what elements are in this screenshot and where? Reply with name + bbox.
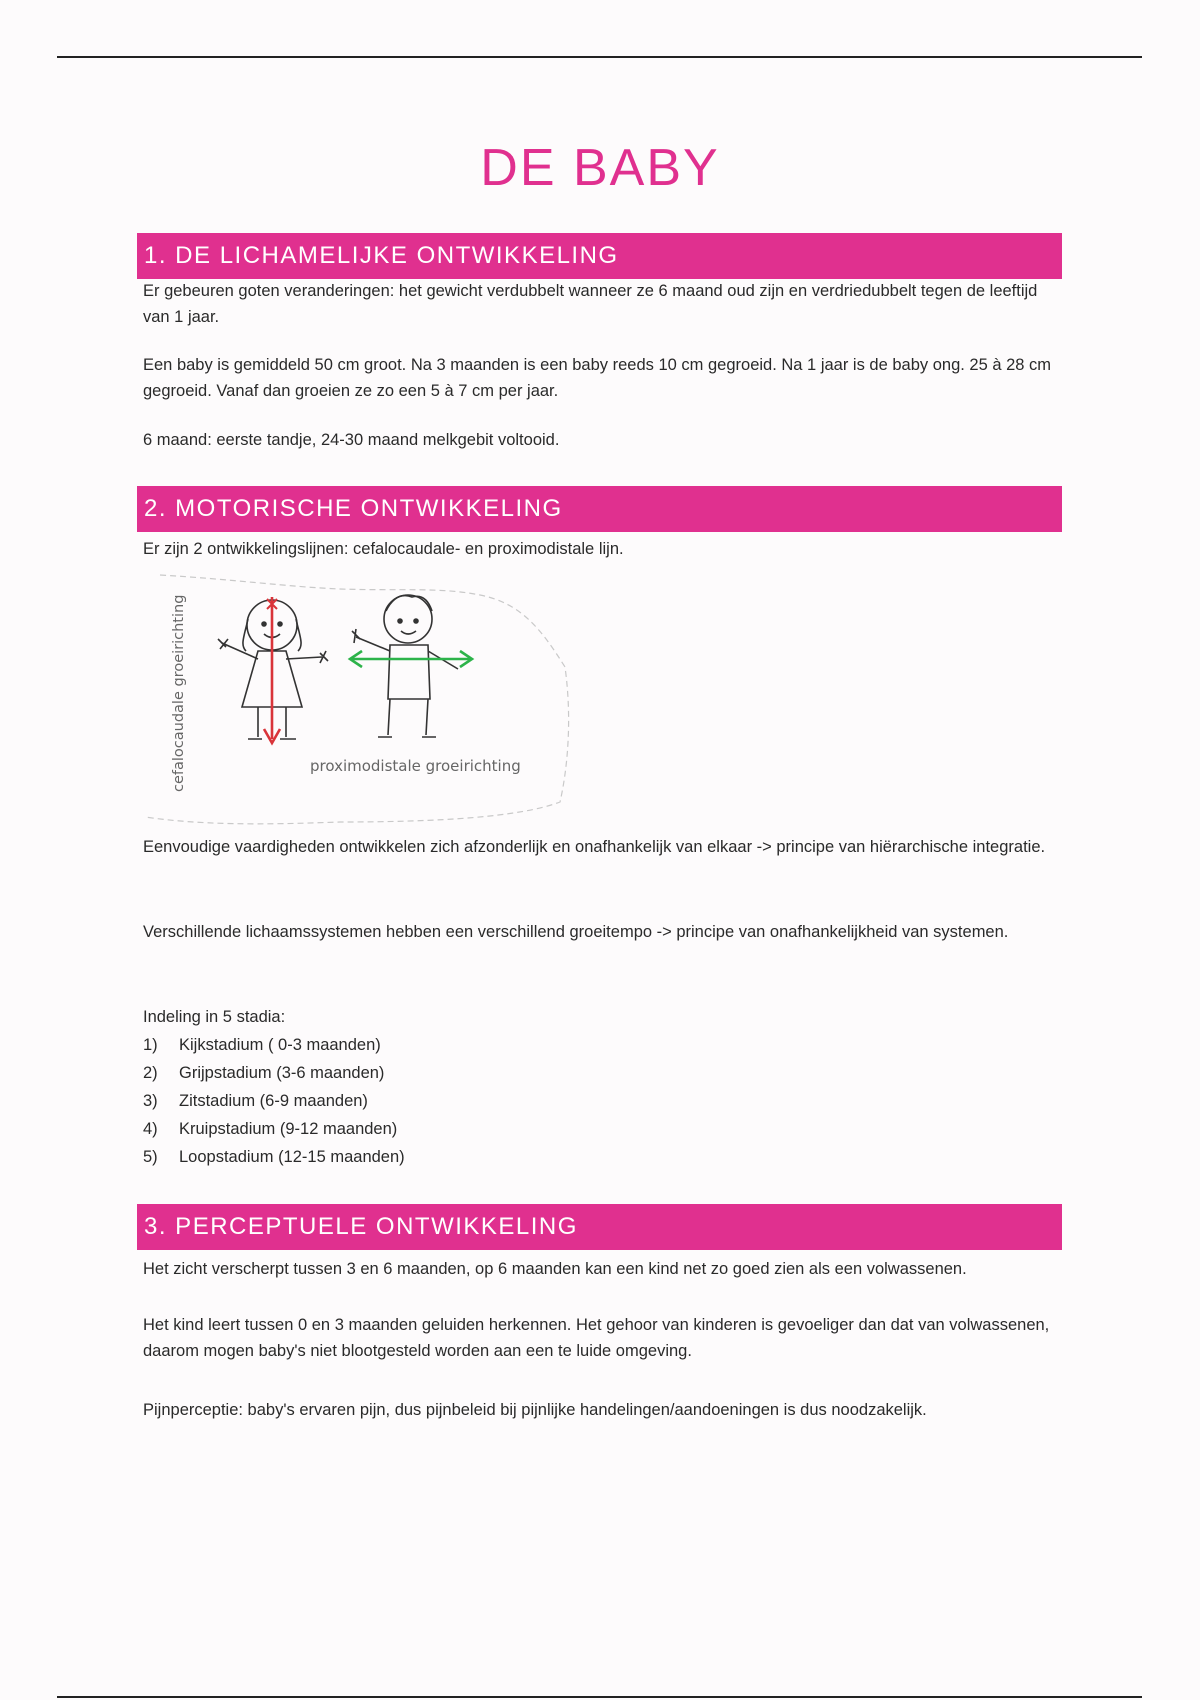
vertical-axis-label: cefalocaudale groeirichting: [171, 594, 187, 792]
paragraph: Pijnperceptie: baby's ervaren pijn, dus pijnbeleid bij pijnlijke handelingen/aandoeningen is dus noodzakelijk.: [143, 1401, 927, 1419]
list-item: [143, 1059, 743, 1087]
paragraph: Het kind leert tussen 0 en 3 maanden geluiden herkennen. Het gehoor van kinderen is gevoeliger dan dat van volwassenen, daarom mogen baby's niet blootgesteld worden aan een te luide omgeving.: [143, 1316, 1050, 1360]
list-label: Kijkstadium ( 0-3 maanden): [179, 1036, 381, 1054]
list-item: [143, 1115, 743, 1143]
stages-list: [143, 1031, 743, 1171]
paragraph: Verschillende lichaamssystemen hebben een verschillend groeitempo -> principe van onafhankelijkheid van systemen.: [143, 923, 1009, 941]
horizontal-axis-label: proximodistale groeirichting: [310, 757, 521, 775]
list-item: [143, 1031, 743, 1059]
list-label: Loopstadium (12-15 maanden): [179, 1148, 405, 1166]
paragraph: 6 maand: eerste tandje, 24-30 maand melkgebit voltooid.: [143, 431, 560, 449]
dashed-outline: [145, 575, 569, 824]
paragraph: Indeling in 5 stadia:: [143, 1008, 286, 1026]
list-item: [143, 1087, 743, 1115]
paragraph: Eenvoudige vaardigheden ontwikkelen zich afzonderlijk en onafhankelijk van elkaar -> principe van hiërarchische integratie.: [143, 838, 1046, 856]
boy-figure: [352, 595, 458, 737]
list-number: 5): [143, 1148, 158, 1166]
list-label: Zitstadium (6-9 maanden): [179, 1092, 368, 1110]
paragraph: Het zicht verscherpt tussen 3 en 6 maanden, op 6 maanden kan een kind net zo goed zien als een volwassenen.: [143, 1260, 967, 1278]
bottom-rule: [57, 1696, 1142, 1698]
proximodistal-arrow: [350, 651, 472, 667]
list-number: 4): [143, 1120, 158, 1138]
page-title: DE BABY: [480, 139, 720, 197]
list-number: 2): [143, 1064, 158, 1082]
section-heading-1: 1. DE LICHAMELIJKE ONTWIKKELING: [137, 233, 1062, 279]
paragraph: Een baby is gemiddeld 50 cm groot. Na 3 maanden is een baby reeds 10 cm gegroeid. Na 1 jaar is de baby ong. 25 à 28 cm gegroeid. Vanaf dan groeien ze zo een 5 à 7 cm per jaar.: [143, 356, 1052, 400]
top-rule: [57, 56, 1142, 58]
paragraph: Er gebeuren goten veranderingen: het gewicht verdubbelt wanneer ze 6 maand oud zijn en verdriedubbelt tegen de leeftijd van 1 jaar.: [143, 282, 1038, 326]
list-label: Kruipstadium (9-12 maanden): [179, 1120, 398, 1138]
list-item: [143, 1143, 743, 1171]
paragraph: Er zijn 2 ontwikkelingslijnen: cefalocaudale- en proximodistale lijn.: [143, 540, 624, 558]
list-number: 1): [143, 1036, 158, 1054]
growth-direction-illustration: [140, 567, 570, 827]
cephalocaudal-arrow: [264, 597, 280, 743]
list-label: Grijpstadium (3-6 maanden): [179, 1064, 385, 1082]
section-heading-2: 2. MOTORISCHE ONTWIKKELING: [137, 486, 1062, 532]
section-heading-3: 3. PERCEPTUELE ONTWIKKELING: [137, 1204, 1062, 1250]
list-number: 3): [143, 1092, 158, 1110]
